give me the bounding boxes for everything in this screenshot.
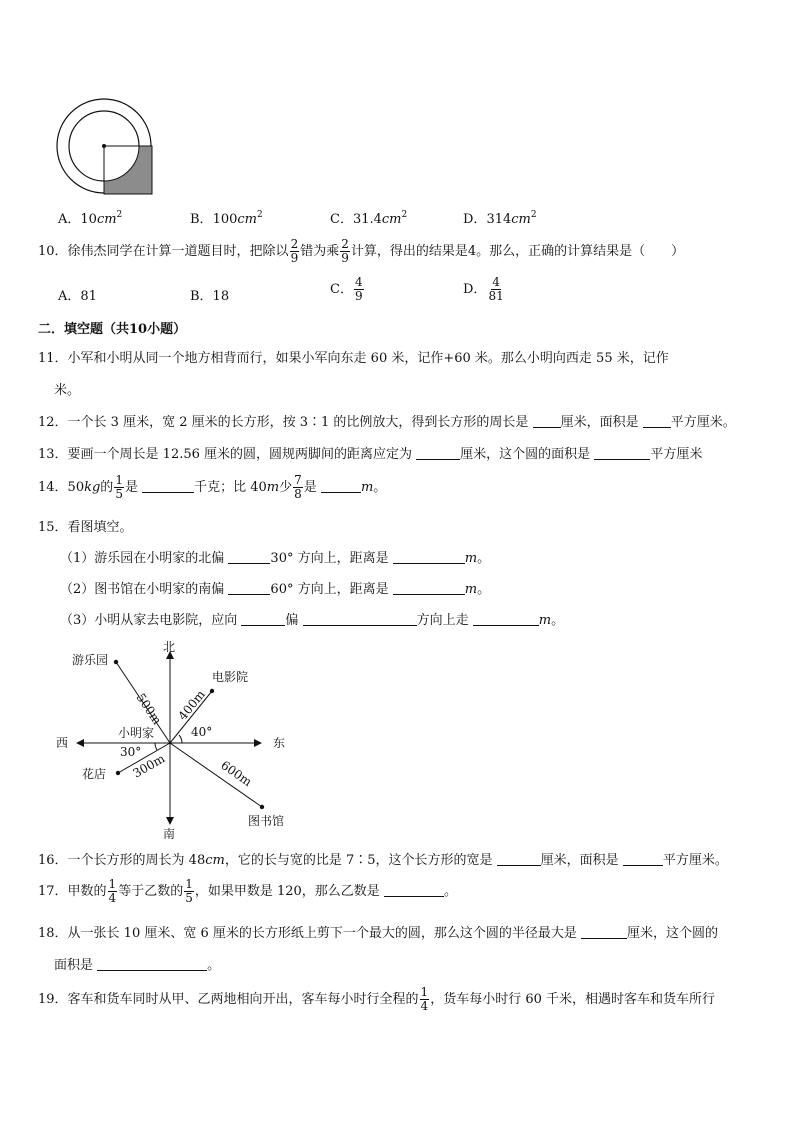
q10-option-d: D． $\frac{4}{81}$ (463, 275, 504, 303)
map-dist-flower: 300m (130, 751, 168, 781)
q12: 12．一个长 3 厘米，宽 2 厘米的长方形，按 3∶1 的比例放大，得到长方形的周长是 厘米，面积是 平方厘米。 (38, 415, 736, 430)
q10-stem: 10．徐伟杰同学在计算一道题目时，把除以 $\frac{2}{9}$ 错为乘 $\frac{2}{9}$ 计算，得出的结果是4。那么，正确的计算结果是（ ） (38, 237, 685, 265)
map-angle-flower: 30° (120, 745, 142, 759)
q16-blank-1[interactable] (497, 852, 541, 866)
q13-blank-1[interactable] (416, 446, 460, 460)
q10-option-b: B．18 (190, 289, 230, 304)
q15-blank-3[interactable] (228, 581, 270, 595)
map-park: 游乐园 (72, 653, 109, 667)
q14-blank-2[interactable] (321, 479, 361, 493)
q15-title: 15．看图填空。 (38, 520, 133, 535)
map-west: 西 (56, 736, 69, 750)
q15-sub2: （2）图书馆在小明家的南偏 60° 方向上，距离是 m。 (60, 582, 491, 597)
q11-line2: 米。 (54, 383, 81, 398)
q19: 19．客车和货车同时从甲、乙两地相向开出，客车每小时行全程的 $\frac{1}{4}$ ，货车每小时行 60 千米，相遇时客车和货车所行 (38, 985, 715, 1013)
q9-option-a: A．$10cm^2$ (58, 210, 123, 227)
q16: 16．一个长方形的周长为 48cm，它的长与宽的比是 7∶5，这个长方形的宽是 厘米，面积是 平方厘米。 (38, 853, 728, 868)
q17-blank[interactable] (384, 883, 444, 897)
q10-option-a: A．81 (58, 289, 97, 304)
q15-blank-5[interactable] (241, 612, 285, 626)
q18-line1: 18．从一张长 10 厘米、宽 6 厘米的长方形纸上剪下一个最大的圆，那么这个圆的半径最大是 厘米，这个圆的 (38, 926, 719, 941)
direction-map (50, 635, 310, 845)
q12-blank-2[interactable] (643, 414, 671, 428)
q9-option-c: C．$31.4cm^2$ (330, 210, 408, 227)
map-north: 北 (163, 640, 176, 654)
q15-blank-7[interactable] (473, 612, 539, 626)
q13: 13．要画一个周长是 12.56 厘米的圆，圆规两脚间的距离应定为 厘米，这个圆的面积是 平方厘米 (38, 447, 703, 462)
q15-blank-6[interactable] (303, 612, 417, 626)
q10-option-c: C． $\frac{4}{9}$ (330, 275, 363, 303)
map-home: 小明家 (118, 726, 155, 740)
map-flower: 花店 (82, 767, 107, 781)
q9-figure (52, 98, 162, 198)
q13-blank-2[interactable] (594, 446, 650, 460)
q18-line2: 面积是 。 (54, 958, 221, 973)
map-cinema: 电影院 (212, 670, 249, 684)
section-title: 二．填空题（共10小题） (38, 322, 187, 337)
map-south: 南 (163, 827, 176, 841)
map-library: 图书馆 (248, 814, 285, 828)
map-dist-cinema: 400m (175, 687, 208, 723)
map-dist-park: 500m (133, 690, 165, 728)
map-dist-library: 600m (218, 757, 255, 790)
q18-blank-2[interactable] (97, 957, 207, 971)
q15-sub3: （3）小明从家去电影院，应向 偏 方向上走 m。 (60, 613, 565, 628)
q15-blank-1[interactable] (228, 550, 270, 564)
q14-blank-1[interactable] (142, 479, 194, 493)
map-east: 东 (273, 736, 286, 750)
q15-blank-2[interactable] (393, 550, 465, 564)
q17: 17．甲数的 $\frac{1}{4}$ 等于乙数的 $\frac{1}{5}$ ，如果甲数是 120，那么乙数是 。 (38, 877, 457, 905)
q12-blank-1[interactable] (533, 414, 561, 428)
q11-line1: 11．小军和小明从同一个地方相背而行，如果小军向东走 60 米，记作+60 米。那么小明向西走 55 米，记作 (38, 351, 669, 366)
q9-option-d: D．$314cm^2$ (463, 210, 537, 227)
q16-blank-2[interactable] (623, 852, 663, 866)
q9-option-b: B．$100cm^2$ (190, 210, 263, 227)
q14: 14．50kg的 $\frac{1}{5}$ 是 千克；比 40m少 $\frac{7}{8}$ 是 m。 (38, 473, 387, 501)
q15-blank-4[interactable] (393, 581, 465, 595)
q18-blank-1[interactable] (581, 925, 627, 939)
q15-sub1: （1）游乐园在小明家的北偏 30° 方向上，距离是 m。 (60, 551, 491, 566)
map-angle-cinema: 40° (191, 725, 213, 739)
